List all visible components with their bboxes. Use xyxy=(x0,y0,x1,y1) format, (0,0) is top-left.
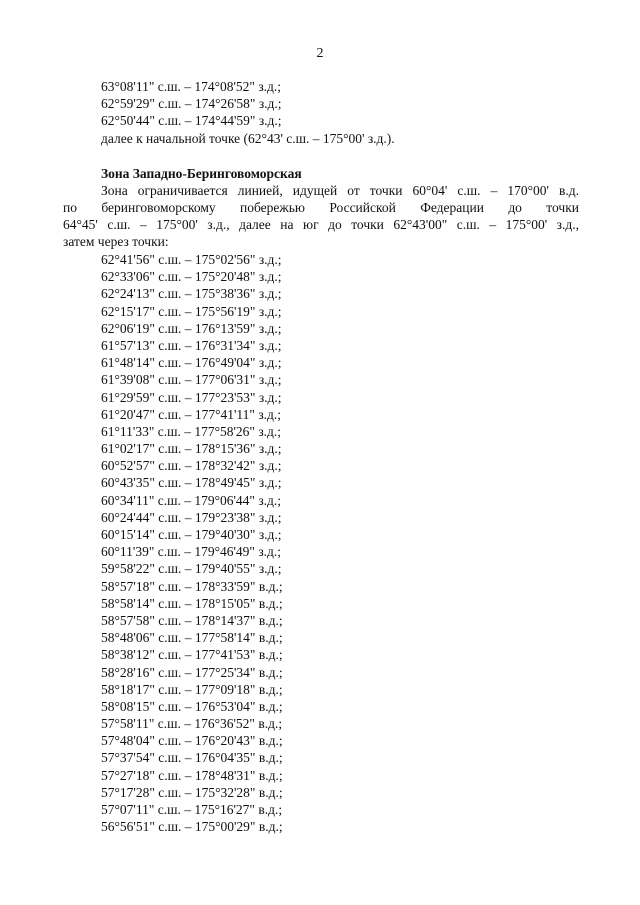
coordinate-point: 61°11'33" с.ш. – 177°58'26" з.д.; xyxy=(101,423,282,439)
coordinate-point: 58°48'06" с.ш. – 177°58'14" в.д.; xyxy=(101,630,283,646)
coordinate-point: 60°43'35" с.ш. – 178°49'45" з.д.; xyxy=(101,475,282,491)
coordinate-point: 57°17'28" с.ш. – 175°32'28" в.д.; xyxy=(101,784,283,800)
coordinate-point: 62°06'19" с.ш. – 176°13'59" з.д.; xyxy=(101,320,282,336)
coordinate-point: 61°20'47" с.ш. – 177°41'11" з.д.; xyxy=(101,406,282,422)
coordinate-point: 61°02'17" с.ш. – 178°15'36" з.д.; xyxy=(101,441,282,457)
coordinate-point: 57°58'11" с.ш. – 176°36'52" в.д.; xyxy=(101,716,283,732)
description-line: Зона ограничивается линией, идущей от точки 60°04' с.ш. – 170°00' в.д. xyxy=(101,183,579,198)
coordinate-point: 57°48'04" с.ш. – 176°20'43" в.д.; xyxy=(101,733,283,749)
description-line: по беринговоморскому побережью Российской Федерации до точки xyxy=(63,200,579,215)
description-line: затем через точки: xyxy=(63,234,169,249)
coordinate-point: 62°59'29" с.ш. – 174°26'58" з.д.; xyxy=(101,96,282,112)
coordinate-point: 58°08'15" с.ш. – 176°53'04" в.д.; xyxy=(101,698,283,714)
coordinate-point: 61°29'59" с.ш. – 177°23'53" з.д.; xyxy=(101,389,282,405)
coordinate-point: 62°15'17" с.ш. – 175°56'19" з.д.; xyxy=(101,303,282,319)
coordinate-point: 58°18'17" с.ш. – 177°09'18" в.д.; xyxy=(101,681,283,697)
coordinate-point: 61°39'08" с.ш. – 177°06'31" з.д.; xyxy=(101,372,282,388)
closing-line: далее к начальной точке (62°43' с.ш. – 175°00' з.д.). xyxy=(101,131,395,146)
coordinate-point: 58°57'18" с.ш. – 178°33'59" в.д.; xyxy=(101,578,283,594)
coordinate-point: 57°27'18" с.ш. – 178°48'31" в.д.; xyxy=(101,767,283,783)
top-coordinate-list xyxy=(101,78,282,130)
section-heading: Зона Западно-Беринговоморская xyxy=(101,166,302,181)
coordinate-point: 60°34'11" с.ш. – 179°06'44" з.д.; xyxy=(101,492,282,508)
coordinate-point: 58°28'16" с.ш. – 177°25'34" в.д.; xyxy=(101,664,283,680)
coordinate-point: 58°38'12" с.ш. – 177°41'53" в.д.; xyxy=(101,647,283,663)
coordinate-point: 56°56'51" с.ш. – 175°00'29" в.д.; xyxy=(101,819,283,835)
coordinate-point: 60°52'57" с.ш. – 178°32'42" з.д.; xyxy=(101,458,282,474)
coordinate-point: 61°57'13" с.ш. – 176°31'34" з.д.; xyxy=(101,337,282,353)
coordinate-point: 59°58'22" с.ш. – 179°40'55" з.д.; xyxy=(101,561,282,577)
coordinate-point: 62°33'06" с.ш. – 175°20'48" з.д.; xyxy=(101,269,282,285)
coordinate-point: 62°24'13" с.ш. – 175°38'36" з.д.; xyxy=(101,286,282,302)
coordinate-point: 60°24'44" с.ш. – 179°23'38" з.д.; xyxy=(101,509,282,525)
coordinate-point: 58°57'58" с.ш. – 178°14'37" в.д.; xyxy=(101,612,283,628)
coordinate-point: 62°41'56" с.ш. – 175°02'56" з.д.; xyxy=(101,252,282,267)
coordinate-point: 62°50'44" с.ш. – 174°44'59" з.д.; xyxy=(101,113,282,129)
page-number: 2 xyxy=(316,46,324,61)
zone-coordinate-list xyxy=(101,251,283,835)
coordinate-point: 63°08'11" с.ш. – 174°08'52" з.д.; xyxy=(101,79,282,94)
coordinate-point: 57°07'11" с.ш. – 175°16'27" в.д.; xyxy=(101,802,283,817)
coordinate-point: 58°58'14" с.ш. – 178°15'05" в.д.; xyxy=(101,595,283,611)
coordinate-point: 57°37'54" с.ш. – 176°04'35" в.д.; xyxy=(101,750,283,766)
description-line: 64°45' с.ш. – 175°00' з.д., далее на юг до точки 62°43'00" с.ш. – 175°00' з.д., xyxy=(63,217,579,232)
coordinate-point: 61°48'14" с.ш. – 176°49'04" з.д.; xyxy=(101,355,282,371)
coordinate-point: 60°15'14" с.ш. – 179°40'30" з.д.; xyxy=(101,527,282,542)
coordinate-point: 60°11'39" с.ш. – 179°46'49" з.д.; xyxy=(101,544,282,560)
